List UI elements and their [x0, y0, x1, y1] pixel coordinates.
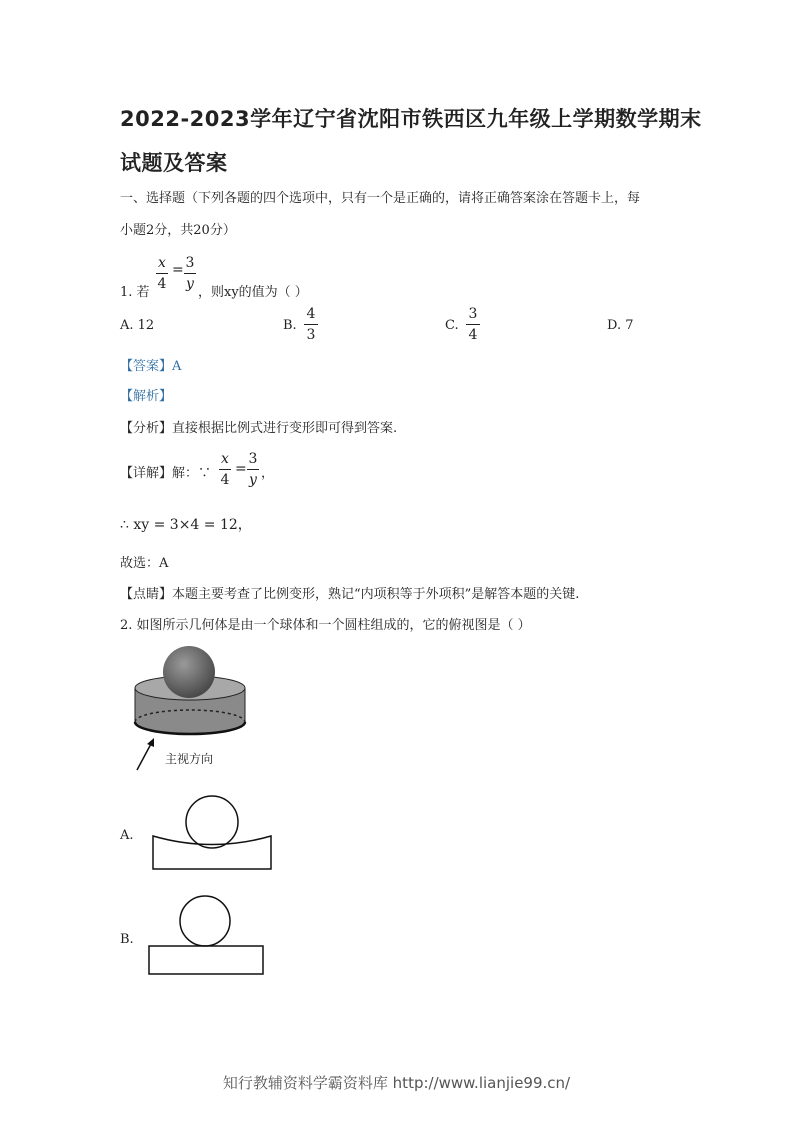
q1-option-c-fraction [466, 307, 480, 342]
fraction-denominator: y [186, 276, 194, 292]
document-title-line2: 试题及答案 [120, 151, 228, 175]
q2-option-b-label: B. [120, 932, 134, 947]
fraction-numerator: x [221, 451, 229, 467]
fraction-numerator: 4 [306, 306, 316, 322]
q1-fenxi: 【分析】直接根据比例式进行变形即可得到答案. [120, 421, 398, 436]
fraction-bar [466, 324, 480, 325]
fraction-bar [219, 469, 231, 470]
q1-condition-fraction-left [156, 256, 168, 291]
q1-option-c-label: C. [445, 318, 459, 333]
fraction-numerator: x [158, 255, 166, 271]
q1-condition-fraction-right [184, 256, 196, 291]
fraction-numerator: 3 [468, 306, 478, 322]
q1-stem-tail: ，则xy的值为（ ） [198, 285, 308, 300]
section-instruction-line2: 小题2分，共20分） [120, 223, 236, 238]
top-view-curved-rect [153, 836, 271, 869]
q1-therefore: ∴ xy = 3×4 = 12， [120, 517, 252, 533]
q1-number: 1. 若 [120, 285, 150, 300]
document-title-line1: 2022-2023学年辽宁省沈阳市铁西区九年级上学期数学期末 [120, 107, 702, 131]
q1-option-b-label: B. [283, 318, 297, 333]
q2-figure-caption: 主视方向 [165, 752, 214, 766]
fraction-denominator: 4 [468, 327, 478, 343]
q1-option-d: D. 7 [607, 318, 634, 333]
q1-choose: 故选：A [120, 556, 169, 571]
q1-analysis-heading: 【解析】 [120, 389, 173, 404]
fraction-denominator: y [249, 472, 257, 488]
q1-condition-equals: = [172, 262, 184, 278]
fraction-denominator: 4 [157, 276, 167, 292]
fraction-bar [304, 324, 318, 325]
top-view-rect [149, 946, 263, 974]
q2-stem: 2. 如图所示几何体是由一个球体和一个圆柱组成的，它的俯视图是（ ） [120, 618, 531, 633]
q1-detail-prefix: 【详解】解：∵ [120, 466, 212, 481]
q2-option-a-label: A. [120, 828, 134, 843]
view-arrow [137, 742, 152, 770]
q1-answer: 【答案】A [120, 359, 182, 374]
section-instruction-line1: 一、选择题（下列各题的四个选项中，只有一个是正确的，请将正确答案涂在答题卡上，每 [120, 191, 641, 206]
q2-option-b-figure [147, 895, 267, 977]
fraction-denominator: 3 [306, 327, 316, 343]
q1-option-b-fraction [304, 307, 318, 342]
sphere [163, 646, 215, 698]
fraction-bar [247, 469, 259, 470]
top-view-circle [180, 896, 230, 946]
fraction-denominator: 4 [220, 472, 230, 488]
q1-detail-equals: = [235, 461, 247, 477]
top-view-circle [186, 796, 238, 848]
fraction-bar [156, 273, 168, 274]
q1-detail-fraction-left [219, 452, 231, 487]
fraction-numerator: 3 [248, 451, 258, 467]
footer-text: 知行教辅资料学霸资料库 http://www.lianjie99.cn/ [222, 1074, 571, 1092]
q1-detail-fraction-right [247, 452, 259, 487]
q1-option-a: A. 12 [120, 318, 155, 333]
fraction-bar [184, 273, 196, 274]
fraction-numerator: 3 [185, 255, 195, 271]
q1-detail-tail: ， [261, 466, 275, 481]
q1-comment: 【点睛】本题主要考查了比例变形，熟记“内项积等于外项积”是解答本题的关键. [120, 587, 580, 602]
q2-option-a-figure [150, 795, 275, 875]
